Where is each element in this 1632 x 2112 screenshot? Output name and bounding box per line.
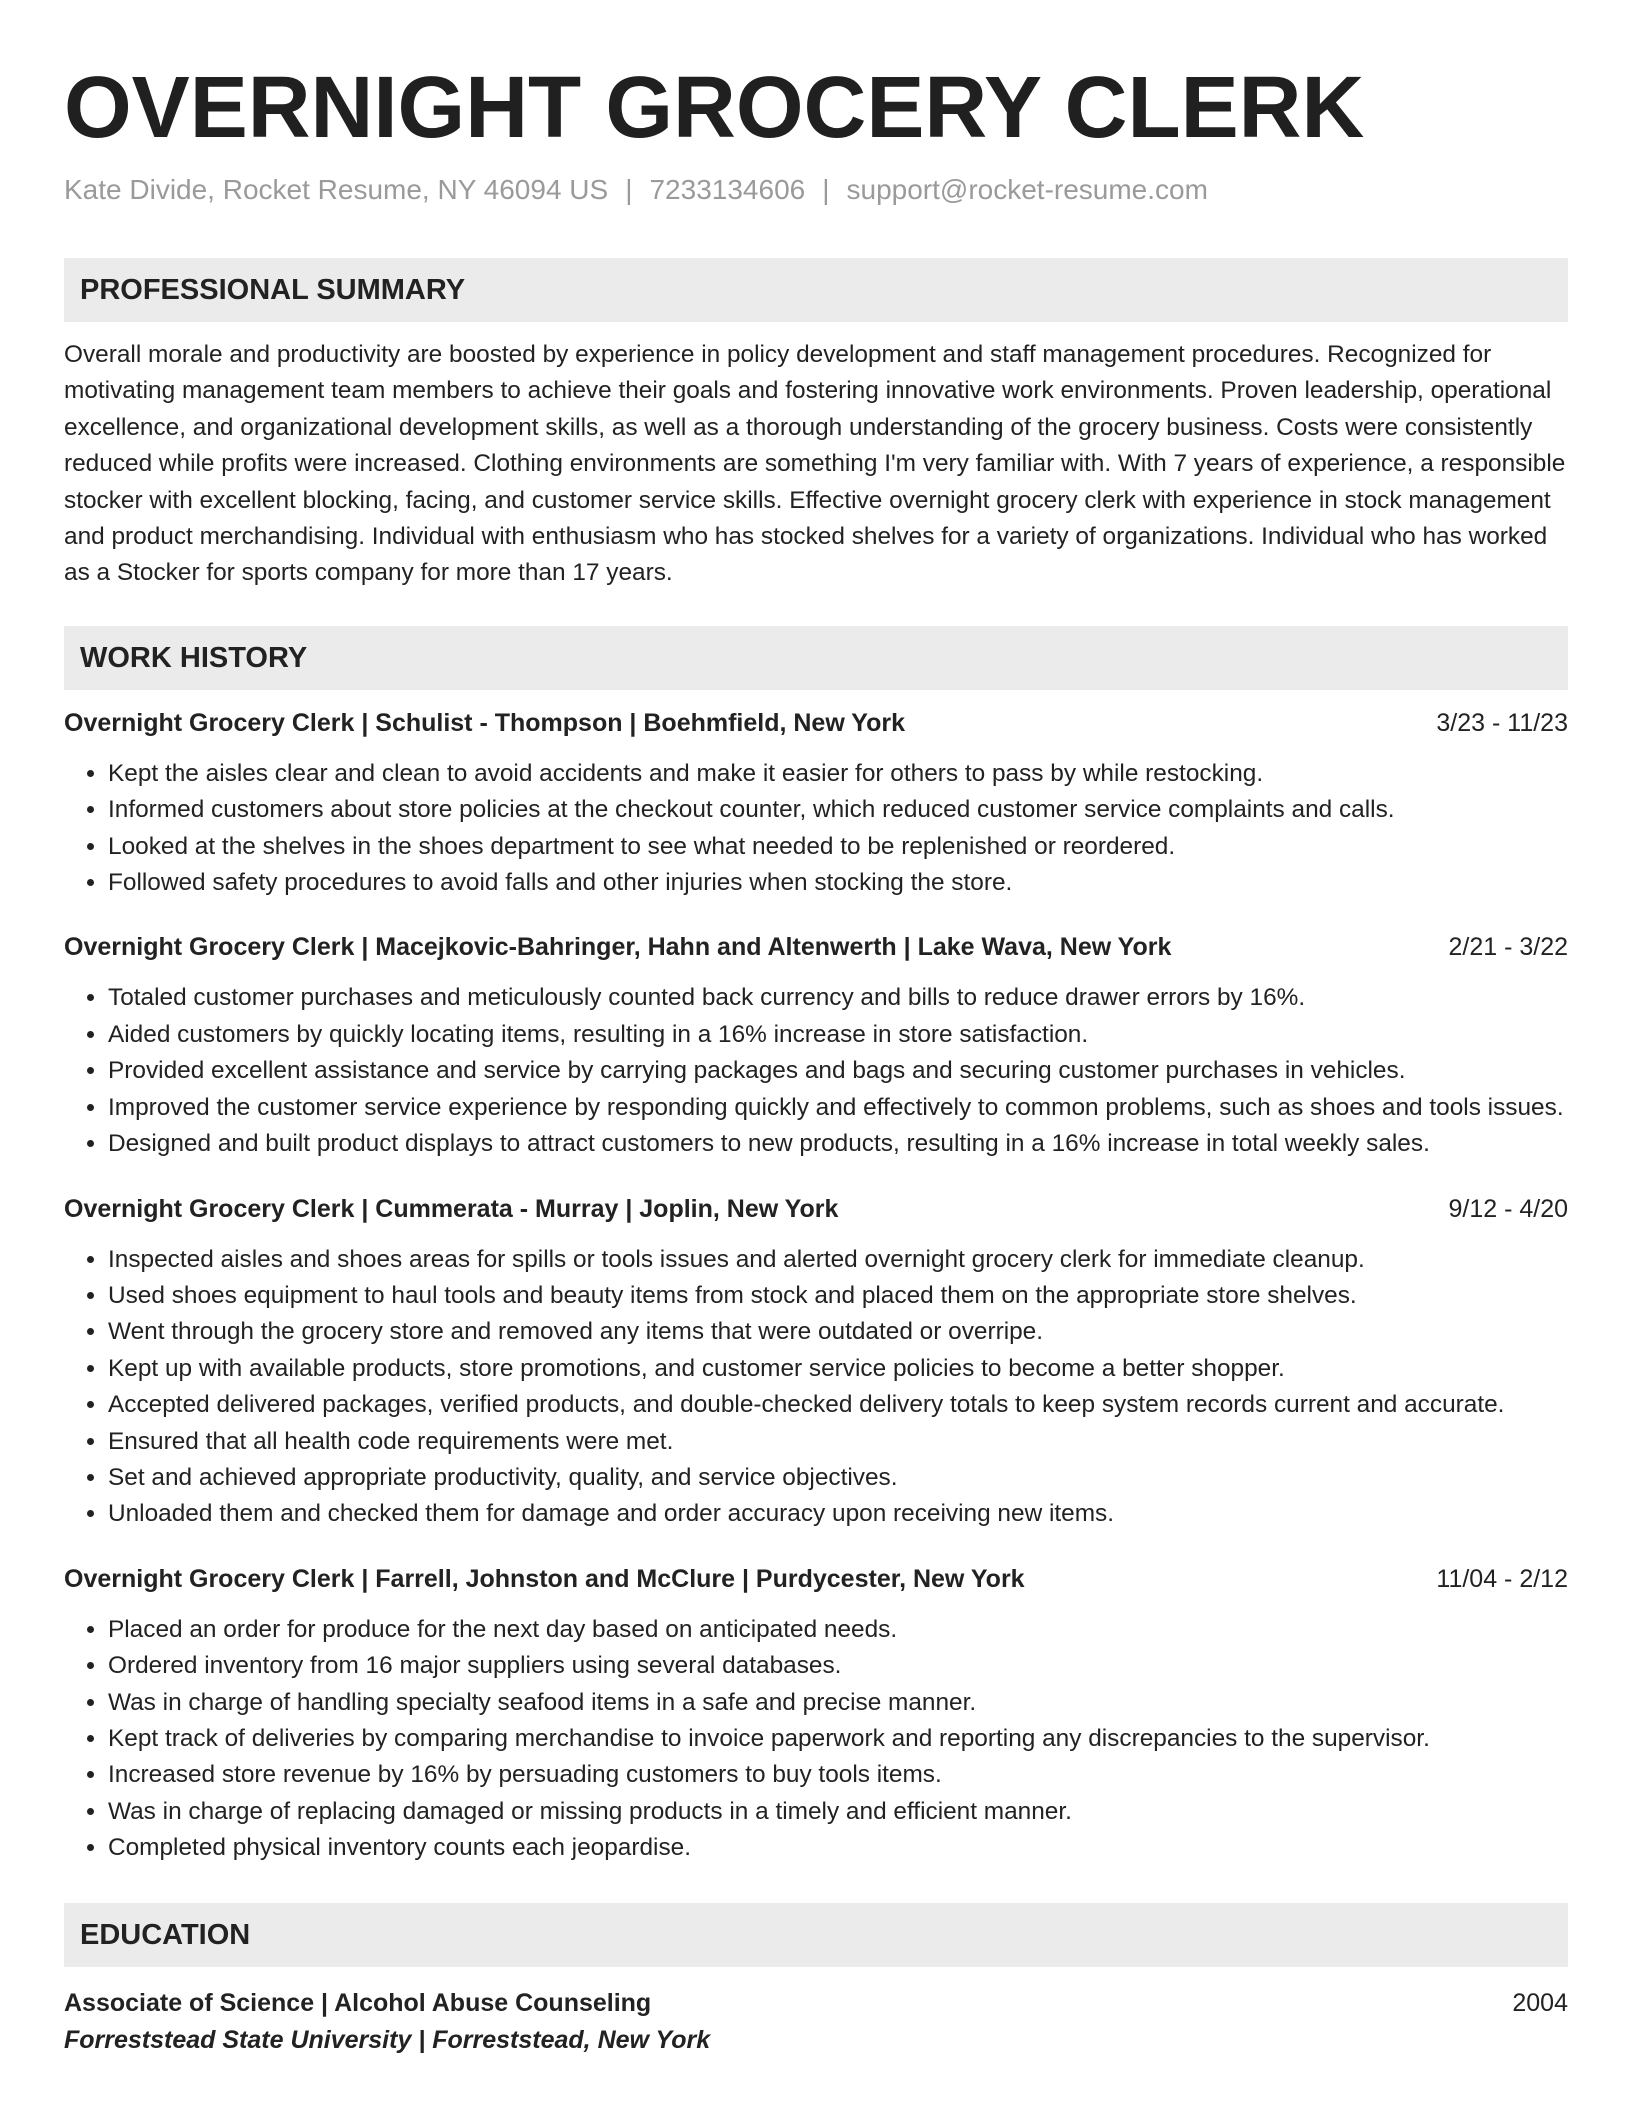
job-header bbox=[64, 705, 1568, 741]
contact-line bbox=[64, 172, 1568, 208]
education-header bbox=[64, 1985, 1568, 2021]
job-entry bbox=[64, 705, 1568, 902]
contact-phone: 7233134606 bbox=[649, 174, 806, 205]
job-bullet: • Kept the aisles clear and clean to avoid accidents and make it easier for others to pass by while restocking. bbox=[108, 756, 1568, 792]
work-history-heading: WORK HISTORY bbox=[64, 626, 1568, 690]
job-dates: 2/21 - 3/22 bbox=[1448, 933, 1568, 962]
job-title: Overnight Grocery Clerk | Macejkovic-Bahringer, Hahn and Altenwerth | Lake Wava, New York bbox=[64, 933, 1172, 962]
job-bullet: • Unloaded them and checked them for damage and order accuracy upon receiving new items. bbox=[108, 1496, 1568, 1532]
job-entry bbox=[64, 1561, 1568, 1867]
contact-separator: | bbox=[625, 174, 633, 205]
job-header bbox=[64, 1191, 1568, 1227]
job-bullet: • Aided customers by quickly locating items, resulting in a 16% increase in store satisfaction. bbox=[108, 1017, 1568, 1053]
job-bullet: • Placed an order for produce for the next day based on anticipated needs. bbox=[108, 1612, 1568, 1648]
job-bullet: • Designed and built product displays to attract customers to new products, resulting in a 16% increase in total weekly sales. bbox=[108, 1126, 1568, 1162]
job-entry bbox=[64, 1191, 1568, 1533]
job-bullet: • Was in charge of replacing damaged or missing products in a timely and efficient manner. bbox=[108, 1794, 1568, 1830]
job-bullet: • Inspected aisles and shoes areas for spills or tools issues and alerted overnight grocery clerk for immediate cleanup. bbox=[108, 1242, 1568, 1278]
job-title: Overnight Grocery Clerk | Farrell, Johnston and McClure | Purdycester, New York bbox=[64, 1564, 1025, 1593]
resume-title: OVERNIGHT GROCERY CLERK bbox=[64, 59, 1365, 156]
job-dates: 3/23 - 11/23 bbox=[1436, 708, 1568, 737]
contact-address: Kate Divide, Rocket Resume, NY 46094 US bbox=[64, 174, 609, 205]
job-bullet: • Totaled customer purchases and meticulously counted back currency and bills to reduce drawer errors by 16%. bbox=[108, 980, 1568, 1016]
education-year: 2004 bbox=[1512, 1988, 1568, 2017]
job-bullet: • Completed physical inventory counts each jeopardise. bbox=[108, 1830, 1568, 1866]
job-bullets bbox=[64, 756, 1568, 902]
job-bullet: • Followed safety procedures to avoid falls and other injuries when stocking the store. bbox=[108, 865, 1568, 901]
job-header bbox=[64, 929, 1568, 965]
summary-heading: PROFESSIONAL SUMMARY bbox=[64, 258, 1568, 322]
job-bullet: • Looked at the shelves in the shoes department to see what needed to be replenished or reordered. bbox=[108, 829, 1568, 865]
education-heading: EDUCATION bbox=[64, 1903, 1568, 1967]
job-bullet: • Improved the customer service experience by responding quickly and effectively to common problems, such as shoes and tools issues. bbox=[108, 1090, 1568, 1126]
job-dates: 11/04 - 2/12 bbox=[1436, 1564, 1568, 1593]
job-bullet: • Informed customers about store policies at the checkout counter, which reduced customer service complaints and calls. bbox=[108, 792, 1568, 828]
education-entry bbox=[64, 1985, 1568, 2059]
education-degree: Associate of Science | Alcohol Abuse Counseling bbox=[64, 1988, 652, 2017]
job-header bbox=[64, 1561, 1568, 1597]
job-title: Overnight Grocery Clerk | Cummerata - Murray | Joplin, New York bbox=[64, 1194, 839, 1223]
contact-separator: | bbox=[822, 174, 830, 205]
job-bullet: • Set and achieved appropriate productivity, quality, and service objectives. bbox=[108, 1460, 1568, 1496]
resume-page bbox=[64, 58, 1568, 2059]
job-title: Overnight Grocery Clerk | Schulist - Thompson | Boehmfield, New York bbox=[64, 708, 906, 737]
job-bullet: • Was in charge of handling specialty seafood items in a safe and precise manner. bbox=[108, 1685, 1568, 1721]
contact-email: support@rocket-resume.com bbox=[846, 174, 1208, 205]
job-bullets bbox=[64, 980, 1568, 1162]
job-bullets bbox=[64, 1242, 1568, 1533]
job-bullet: • Ensured that all health code requirements were met. bbox=[108, 1424, 1568, 1460]
job-bullets bbox=[64, 1612, 1568, 1867]
job-bullet: • Provided excellent assistance and service by carrying packages and bags and securing customer purchases in vehicles. bbox=[108, 1053, 1568, 1089]
job-bullet: • Accepted delivered packages, verified products, and double-checked delivery totals to keep system records current and accurate. bbox=[108, 1387, 1568, 1423]
job-bullet: • Went through the grocery store and removed any items that were outdated or overripe. bbox=[108, 1314, 1568, 1350]
job-bullet: • Kept up with available products, store promotions, and customer service policies to become a better shopper. bbox=[108, 1351, 1568, 1387]
job-dates: 9/12 - 4/20 bbox=[1448, 1194, 1568, 1223]
job-entry bbox=[64, 929, 1568, 1162]
education-school: Forreststead State University | Forreststead, New York bbox=[64, 2025, 711, 2054]
summary-text: Overall morale and productivity are boosted by experience in policy development and staff management procedures. Recognized for motivating management team members to achieve their goals and fostering innovative work environments. Proven leadership, operational excellence, and organizational development skills, as well as a thorough understanding of the grocery business. Costs were consistently reduced while profits were increased. Clothing environments are something I'm very familiar with. With 7 years of experience, a responsible stocker with excellent blocking, facing, and customer service skills. Effective overnight grocery clerk with experience in stock management and product merchandising. Individual with enthusiasm who has stocked shelves for a variety of organizations. Individual who has worked as a Stocker for sports company for more than 17 years. bbox=[64, 341, 1566, 587]
job-bullet: • Kept track of deliveries by comparing merchandise to invoice paperwork and reporting any discrepancies to the supervisor. bbox=[108, 1721, 1568, 1757]
job-bullet: • Ordered inventory from 16 major suppliers using several databases. bbox=[108, 1648, 1568, 1684]
job-bullet: • Used shoes equipment to haul tools and beauty items from stock and placed them on the appropriate store shelves. bbox=[108, 1278, 1568, 1314]
job-bullet: • Increased store revenue by 16% by persuading customers to buy tools items. bbox=[108, 1757, 1568, 1793]
